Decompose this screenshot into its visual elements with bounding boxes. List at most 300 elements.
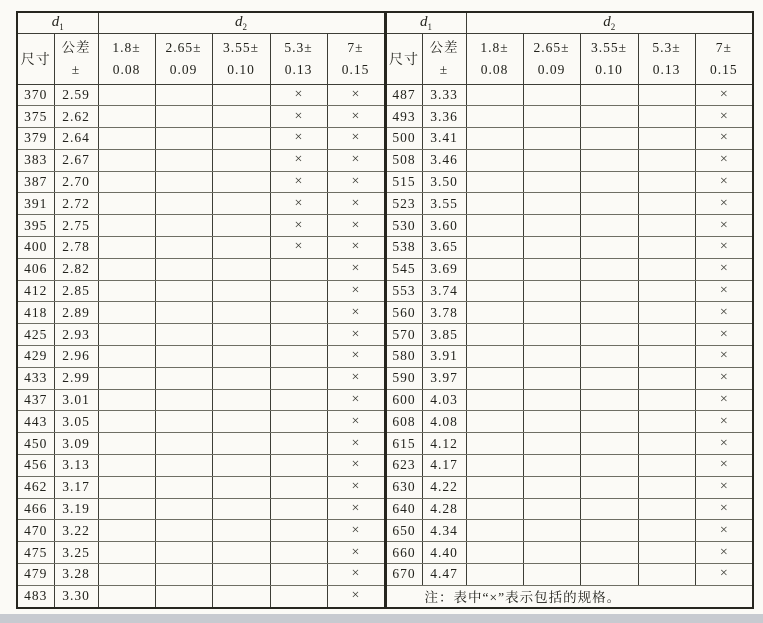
empty-mark-cell (98, 171, 155, 193)
empty-mark-cell (212, 585, 270, 608)
empty-mark-cell (98, 84, 155, 106)
size-cell: 406 (17, 258, 54, 280)
tolerance-cell: 3.74 (422, 280, 466, 302)
tolerance-cell: 3.91 (422, 346, 466, 368)
cross-mark-cell: × (327, 433, 385, 455)
empty-mark-cell (523, 433, 580, 455)
size-cell: 600 (385, 389, 422, 411)
size-cell: 429 (17, 346, 54, 368)
empty-mark-cell (580, 476, 638, 498)
cross-mark-cell: × (327, 193, 385, 215)
empty-mark-cell (212, 564, 270, 586)
cross-mark-cell: × (695, 520, 753, 542)
d2-col-1.8-left: 1.8± 0.08 (98, 33, 155, 84)
empty-mark-cell (580, 280, 638, 302)
empty-mark-cell (155, 585, 212, 608)
tolerance-cell: 2.82 (54, 258, 98, 280)
d1-group-header-left: $d_1$ (17, 12, 98, 33)
size-cell: 660 (385, 542, 422, 564)
tolerance-cell: 2.89 (54, 302, 98, 324)
empty-mark-cell (638, 433, 695, 455)
empty-mark-cell (466, 84, 523, 106)
empty-mark-cell (523, 324, 580, 346)
empty-mark-cell (212, 106, 270, 128)
table-row (17, 389, 753, 411)
empty-mark-cell (466, 455, 523, 477)
empty-mark-cell (155, 476, 212, 498)
empty-mark-cell (580, 411, 638, 433)
size-cell: 640 (385, 498, 422, 520)
empty-mark-cell (638, 215, 695, 237)
empty-mark-cell (212, 411, 270, 433)
empty-mark-cell (523, 237, 580, 259)
size-cell: 560 (385, 302, 422, 324)
table-note: 注：表中“×”表示包括的规格。 (385, 585, 753, 608)
d2-col-2.65-left: 2.65± 0.09 (155, 33, 212, 84)
empty-mark-cell (212, 280, 270, 302)
tolerance-cell: 4.22 (422, 476, 466, 498)
empty-mark-cell (580, 171, 638, 193)
empty-mark-cell (580, 149, 638, 171)
d1-group-header-right: $d_1$ (385, 12, 466, 33)
tolerance-cell: 2.85 (54, 280, 98, 302)
empty-mark-cell (580, 302, 638, 324)
empty-mark-cell (212, 542, 270, 564)
size-cell: 479 (17, 564, 54, 586)
tolerance-cell: 3.50 (422, 171, 466, 193)
cross-mark-cell: × (327, 84, 385, 106)
empty-mark-cell (523, 455, 580, 477)
empty-mark-cell (98, 476, 155, 498)
empty-mark-cell (638, 389, 695, 411)
cross-mark-cell: × (270, 215, 327, 237)
table-row (17, 215, 753, 237)
empty-mark-cell (523, 193, 580, 215)
size-cell: 412 (17, 280, 54, 302)
cross-mark-cell: × (695, 149, 753, 171)
empty-mark-cell (155, 324, 212, 346)
d2-col-1.8-right: 1.8± 0.08 (466, 33, 523, 84)
size-cell: 466 (17, 498, 54, 520)
cross-mark-cell: × (270, 106, 327, 128)
table-row (17, 542, 753, 564)
empty-mark-cell (98, 193, 155, 215)
empty-mark-cell (98, 237, 155, 259)
d2-col-7-left: 7± 0.15 (327, 33, 385, 84)
tolerance-cell: 2.67 (54, 149, 98, 171)
size-cell: 483 (17, 585, 54, 608)
size-cell: 470 (17, 520, 54, 542)
tolerance-cell: 3.97 (422, 367, 466, 389)
empty-mark-cell (155, 411, 212, 433)
empty-mark-cell (466, 476, 523, 498)
cross-mark-cell: × (327, 346, 385, 368)
empty-mark-cell (580, 215, 638, 237)
table-body (17, 84, 753, 608)
empty-mark-cell (580, 498, 638, 520)
empty-mark-cell (638, 258, 695, 280)
d2-group-header-left: $d_2$ (98, 12, 385, 33)
tolerance-cell: 2.75 (54, 215, 98, 237)
size-cell: 545 (385, 258, 422, 280)
empty-mark-cell (212, 128, 270, 150)
size-cell: 450 (17, 433, 54, 455)
empty-mark-cell (466, 367, 523, 389)
cross-mark-cell: × (695, 302, 753, 324)
empty-mark-cell (523, 215, 580, 237)
empty-mark-cell (155, 258, 212, 280)
cross-mark-cell: × (327, 302, 385, 324)
size-cell: 493 (385, 106, 422, 128)
size-cell: 530 (385, 215, 422, 237)
empty-mark-cell (523, 389, 580, 411)
empty-mark-cell (523, 564, 580, 586)
tolerance-cell: 2.64 (54, 128, 98, 150)
tolerance-cell: 3.65 (422, 237, 466, 259)
empty-mark-cell (523, 302, 580, 324)
empty-mark-cell (270, 498, 327, 520)
empty-mark-cell (155, 84, 212, 106)
table-row (17, 346, 753, 368)
tolerance-cell: 3.69 (422, 258, 466, 280)
empty-mark-cell (523, 476, 580, 498)
empty-mark-cell (270, 346, 327, 368)
empty-mark-cell (466, 128, 523, 150)
dimension-spec-table (16, 11, 754, 609)
empty-mark-cell (466, 280, 523, 302)
empty-mark-cell (212, 171, 270, 193)
empty-mark-cell (523, 411, 580, 433)
empty-mark-cell (98, 564, 155, 586)
size-cell: 580 (385, 346, 422, 368)
empty-mark-cell (523, 149, 580, 171)
cross-mark-cell: × (270, 149, 327, 171)
cross-mark-cell: × (327, 215, 385, 237)
empty-mark-cell (523, 498, 580, 520)
empty-mark-cell (212, 520, 270, 542)
tolerance-cell: 3.55 (422, 193, 466, 215)
cross-mark-cell: × (327, 585, 385, 608)
empty-mark-cell (155, 389, 212, 411)
empty-mark-cell (270, 280, 327, 302)
tolerance-cell: 4.12 (422, 433, 466, 455)
empty-mark-cell (638, 411, 695, 433)
empty-mark-cell (523, 542, 580, 564)
empty-mark-cell (466, 237, 523, 259)
empty-mark-cell (212, 389, 270, 411)
cross-mark-cell: × (327, 520, 385, 542)
empty-mark-cell (580, 389, 638, 411)
tolerance-cell: 3.13 (54, 455, 98, 477)
size-cell: 425 (17, 324, 54, 346)
empty-mark-cell (466, 324, 523, 346)
table-row (17, 106, 753, 128)
empty-mark-cell (98, 280, 155, 302)
tolerance-cell: 3.09 (54, 433, 98, 455)
empty-mark-cell (638, 149, 695, 171)
empty-mark-cell (212, 367, 270, 389)
cross-mark-cell: × (695, 215, 753, 237)
tolerance-cell: 3.28 (54, 564, 98, 586)
size-cell: 630 (385, 476, 422, 498)
cross-mark-cell: × (327, 367, 385, 389)
empty-mark-cell (270, 302, 327, 324)
cross-mark-cell: × (327, 542, 385, 564)
empty-mark-cell (580, 128, 638, 150)
tolerance-cell: 4.03 (422, 389, 466, 411)
empty-mark-cell (98, 302, 155, 324)
empty-mark-cell (155, 171, 212, 193)
table-row (17, 564, 753, 586)
empty-mark-cell (580, 455, 638, 477)
tolerance-cell: 3.85 (422, 324, 466, 346)
header-row-columns (17, 33, 753, 84)
cross-mark-cell: × (327, 106, 385, 128)
empty-mark-cell (580, 324, 638, 346)
empty-mark-cell (155, 367, 212, 389)
empty-mark-cell (98, 215, 155, 237)
cross-mark-cell: × (327, 389, 385, 411)
d2-col-2.65-right: 2.65± 0.09 (523, 33, 580, 84)
cross-mark-cell: × (327, 564, 385, 586)
empty-mark-cell (155, 455, 212, 477)
size-cell: 650 (385, 520, 422, 542)
tolerance-cell: 2.59 (54, 84, 98, 106)
cross-mark-cell: × (695, 258, 753, 280)
empty-mark-cell (212, 498, 270, 520)
cross-mark-cell: × (327, 280, 385, 302)
cross-mark-cell: × (695, 324, 753, 346)
header-row-group (17, 12, 753, 33)
empty-mark-cell (98, 433, 155, 455)
cross-mark-cell: × (327, 171, 385, 193)
empty-mark-cell (98, 106, 155, 128)
cross-mark-cell: × (327, 237, 385, 259)
table-row (17, 84, 753, 106)
empty-mark-cell (638, 324, 695, 346)
empty-mark-cell (523, 128, 580, 150)
tolerance-cell: 3.30 (54, 585, 98, 608)
empty-mark-cell (212, 302, 270, 324)
cross-mark-cell: × (695, 193, 753, 215)
empty-mark-cell (212, 433, 270, 455)
empty-mark-cell (466, 106, 523, 128)
empty-mark-cell (580, 542, 638, 564)
d2-group-header-right: $d_2$ (466, 12, 753, 33)
empty-mark-cell (155, 564, 212, 586)
d2-col-5.3-right: 5.3± 0.13 (638, 33, 695, 84)
table-row (17, 280, 753, 302)
tolerance-cell: 2.70 (54, 171, 98, 193)
empty-mark-cell (98, 520, 155, 542)
size-cell: 538 (385, 237, 422, 259)
size-cell: 615 (385, 433, 422, 455)
tolerance-column-header-left: 公差 ± (54, 33, 98, 84)
empty-mark-cell (155, 433, 212, 455)
tolerance-cell: 3.36 (422, 106, 466, 128)
cross-mark-cell: × (327, 324, 385, 346)
empty-mark-cell (466, 542, 523, 564)
empty-mark-cell (270, 542, 327, 564)
empty-mark-cell (638, 520, 695, 542)
empty-mark-cell (523, 258, 580, 280)
empty-mark-cell (155, 520, 212, 542)
empty-mark-cell (155, 106, 212, 128)
tolerance-cell: 2.96 (54, 346, 98, 368)
empty-mark-cell (212, 193, 270, 215)
table-row (17, 520, 753, 542)
size-cell: 456 (17, 455, 54, 477)
size-cell: 462 (17, 476, 54, 498)
cross-mark-cell: × (327, 258, 385, 280)
empty-mark-cell (212, 215, 270, 237)
table-row (17, 411, 753, 433)
empty-mark-cell (638, 542, 695, 564)
tolerance-cell: 4.47 (422, 564, 466, 586)
cross-mark-cell: × (327, 411, 385, 433)
tolerance-cell: 3.60 (422, 215, 466, 237)
empty-mark-cell (155, 280, 212, 302)
cross-mark-cell: × (695, 171, 753, 193)
empty-mark-cell (638, 84, 695, 106)
empty-mark-cell (638, 280, 695, 302)
empty-mark-cell (638, 346, 695, 368)
d2-col-7-right: 7± 0.15 (695, 33, 753, 84)
empty-mark-cell (580, 520, 638, 542)
empty-mark-cell (580, 237, 638, 259)
empty-mark-cell (98, 324, 155, 346)
empty-mark-cell (523, 280, 580, 302)
empty-mark-cell (98, 346, 155, 368)
empty-mark-cell (155, 346, 212, 368)
empty-mark-cell (270, 520, 327, 542)
cross-mark-cell: × (270, 84, 327, 106)
cross-mark-cell: × (695, 280, 753, 302)
tolerance-cell: 3.01 (54, 389, 98, 411)
cross-mark-cell: × (695, 346, 753, 368)
table-row (17, 498, 753, 520)
tolerance-cell: 4.17 (422, 455, 466, 477)
empty-mark-cell (212, 324, 270, 346)
table-row (17, 476, 753, 498)
size-cell: 623 (385, 455, 422, 477)
empty-mark-cell (212, 258, 270, 280)
empty-mark-cell (270, 433, 327, 455)
empty-mark-cell (580, 258, 638, 280)
size-cell: 670 (385, 564, 422, 586)
table-row (17, 149, 753, 171)
cross-mark-cell: × (695, 128, 753, 150)
empty-mark-cell (155, 149, 212, 171)
empty-mark-cell (270, 389, 327, 411)
tolerance-cell: 3.22 (54, 520, 98, 542)
empty-mark-cell (155, 237, 212, 259)
tolerance-column-header-right: 公差 ± (422, 33, 466, 84)
table-row (17, 128, 753, 150)
size-cell: 383 (17, 149, 54, 171)
size-cell: 437 (17, 389, 54, 411)
scan-edge-strip (0, 614, 763, 623)
tolerance-cell: 4.08 (422, 411, 466, 433)
empty-mark-cell (466, 215, 523, 237)
empty-mark-cell (98, 367, 155, 389)
empty-mark-cell (638, 455, 695, 477)
empty-mark-cell (638, 106, 695, 128)
cross-mark-cell: × (695, 106, 753, 128)
size-cell: 391 (17, 193, 54, 215)
cross-mark-cell: × (695, 542, 753, 564)
empty-mark-cell (466, 564, 523, 586)
empty-mark-cell (523, 367, 580, 389)
empty-mark-cell (155, 498, 212, 520)
empty-mark-cell (638, 476, 695, 498)
table-row (17, 258, 753, 280)
size-cell: 400 (17, 237, 54, 259)
empty-mark-cell (638, 498, 695, 520)
size-cell: 487 (385, 84, 422, 106)
empty-mark-cell (466, 258, 523, 280)
empty-mark-cell (155, 542, 212, 564)
empty-mark-cell (638, 128, 695, 150)
empty-mark-cell (212, 455, 270, 477)
empty-mark-cell (270, 455, 327, 477)
tolerance-cell: 3.41 (422, 128, 466, 150)
empty-mark-cell (98, 542, 155, 564)
size-cell: 553 (385, 280, 422, 302)
empty-mark-cell (98, 389, 155, 411)
cross-mark-cell: × (695, 411, 753, 433)
cross-mark-cell: × (327, 498, 385, 520)
table-row (17, 193, 753, 215)
cross-mark-cell: × (270, 237, 327, 259)
empty-mark-cell (466, 433, 523, 455)
empty-mark-cell (155, 215, 212, 237)
tolerance-cell: 2.62 (54, 106, 98, 128)
d2-col-5.3-left: 5.3± 0.13 (270, 33, 327, 84)
cross-mark-cell: × (695, 476, 753, 498)
tolerance-cell: 4.28 (422, 498, 466, 520)
empty-mark-cell (466, 149, 523, 171)
tolerance-cell: 4.34 (422, 520, 466, 542)
empty-mark-cell (212, 237, 270, 259)
cross-mark-cell: × (695, 498, 753, 520)
empty-mark-cell (155, 193, 212, 215)
cross-mark-cell: × (695, 389, 753, 411)
size-cell: 418 (17, 302, 54, 324)
empty-mark-cell (270, 564, 327, 586)
empty-mark-cell (466, 302, 523, 324)
cross-mark-cell: × (270, 171, 327, 193)
size-cell: 387 (17, 171, 54, 193)
tolerance-cell: 3.19 (54, 498, 98, 520)
empty-mark-cell (523, 84, 580, 106)
size-cell: 570 (385, 324, 422, 346)
tolerance-cell: 2.78 (54, 237, 98, 259)
empty-mark-cell (466, 411, 523, 433)
tolerance-cell: 3.25 (54, 542, 98, 564)
cross-mark-cell: × (695, 564, 753, 586)
empty-mark-cell (270, 258, 327, 280)
empty-mark-cell (580, 193, 638, 215)
empty-mark-cell (270, 411, 327, 433)
cross-mark-cell: × (695, 455, 753, 477)
empty-mark-cell (638, 367, 695, 389)
tolerance-cell: 3.05 (54, 411, 98, 433)
tolerance-cell: 4.40 (422, 542, 466, 564)
table-row (17, 367, 753, 389)
empty-mark-cell (212, 84, 270, 106)
tolerance-cell: 2.93 (54, 324, 98, 346)
